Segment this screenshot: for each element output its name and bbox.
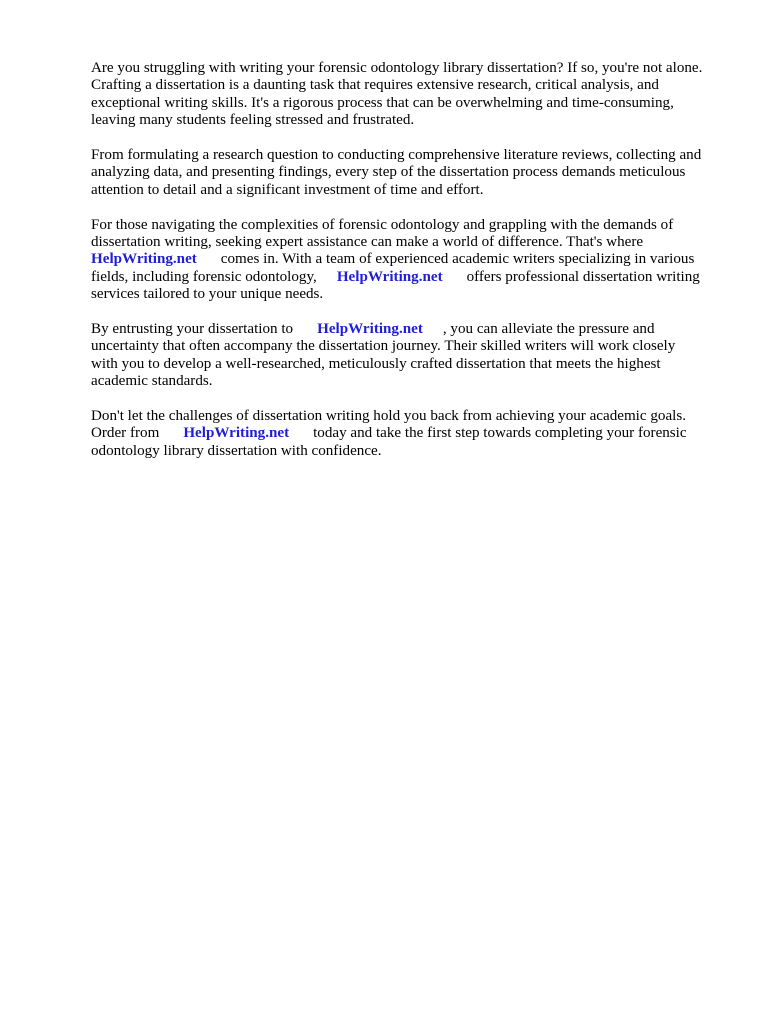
text-fragment: offers professional dissertation writing: [466, 268, 700, 285]
text-line: analyzing data, and presenting findings, every step of the dissertation process demands meticulous: [91, 164, 686, 181]
helpwriting-link[interactable]: HelpWriting.net: [183, 425, 290, 442]
text-line: Don't let the challenges of dissertation writing hold you back from achieving your academic goals.: [91, 408, 686, 425]
text-fragment: fields, including forensic odontology,: [91, 268, 317, 285]
paragraph-intro: [91, 60, 731, 130]
text-line: From formulating a research question to conducting comprehensive literature reviews, collecting and: [91, 147, 702, 164]
text-fragment: comes in. With a team of experienced academic writers specializing in various: [220, 251, 695, 268]
text-line: uncertainty that often accompany the dissertation journey. Their skilled writers will work closely: [91, 338, 676, 355]
text-fragment: Order from: [91, 425, 160, 442]
text-fragment: today and take the first step towards completing your forensic: [313, 425, 687, 442]
paragraph-call-to-action: [91, 408, 731, 460]
text-line: dissertation writing, seeking expert assistance can make a world of difference. That's where: [91, 234, 644, 251]
helpwriting-link[interactable]: HelpWriting.net: [91, 251, 197, 268]
text-line: [91, 269, 731, 286]
text-line: [91, 425, 731, 442]
text-line: For those navigating the complexities of forensic odontology and grappling with the demands of: [91, 216, 674, 233]
helpwriting-link[interactable]: HelpWriting.net: [336, 268, 443, 285]
helpwriting-link[interactable]: HelpWriting.net: [317, 321, 423, 338]
paragraph-entrust: [91, 321, 731, 391]
document-page: [91, 60, 731, 478]
text-line: attention to detail and a significant investment of time and effort.: [91, 181, 484, 198]
text-line: [91, 321, 731, 338]
text-line: Crafting a dissertation is a daunting task that requires extensive research, critical analysis, and: [91, 77, 659, 94]
text-line: Are you struggling with writing your forensic odontology library dissertation? If so, you're not alone.: [91, 60, 703, 76]
paragraph-assistance: [91, 217, 731, 304]
text-line: odontology library dissertation with confidence.: [91, 442, 382, 459]
paragraph-process: [91, 147, 731, 199]
text-line: services tailored to your unique needs.: [91, 286, 324, 303]
text-line: academic standards.: [91, 373, 213, 390]
text-line: with you to develop a well-researched, meticulously crafted dissertation that meets the highest: [91, 355, 661, 372]
text-line: leaving many students feeling stressed and frustrated.: [91, 112, 415, 129]
text-fragment: By entrusting your dissertation to: [91, 321, 294, 338]
text-fragment: , you can alleviate the pressure and: [442, 321, 655, 338]
text-line: exceptional writing skills. It's a rigorous process that can be overwhelming and time-consuming,: [91, 94, 674, 111]
text-line: [91, 251, 731, 268]
